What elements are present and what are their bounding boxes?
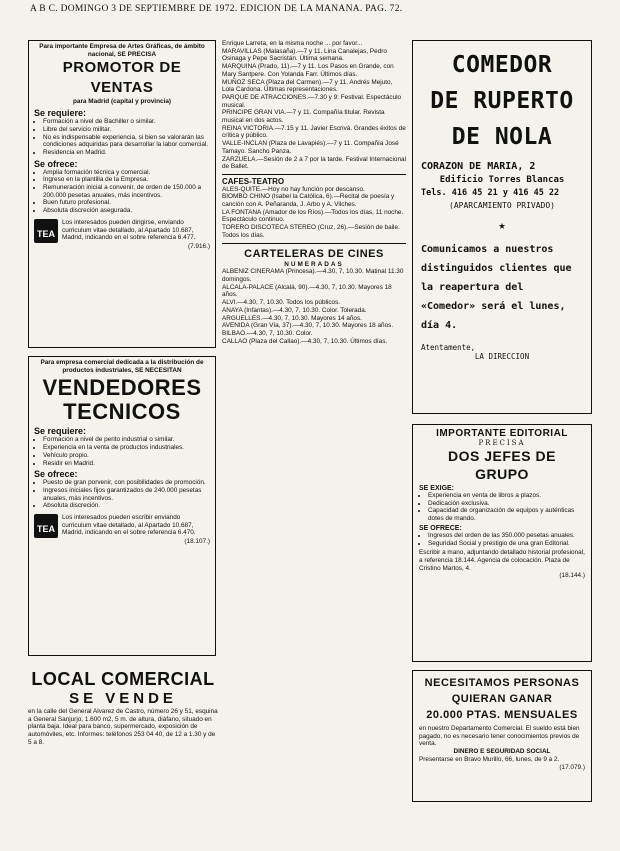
ad-line-1: IMPORTANTE EDITORIAL bbox=[436, 428, 568, 439]
ad-necesitamos-personas bbox=[412, 670, 592, 802]
ad-subtitle: para Madrid (capital y provincia) bbox=[72, 98, 172, 106]
ad-intro: Para importante Empresa de Artes Gráficas, de ámbito nacional, SE PRECISA bbox=[39, 43, 205, 58]
list-item: • Remuneración inicial a convenir, de orden de 150.000 a 200.000 pesetas anuales, más incentivos. bbox=[43, 184, 210, 199]
offers-label: SE OFRECE: bbox=[419, 524, 462, 532]
list-item: • Seguridad Social y prestigio de una gran Editorial. bbox=[428, 540, 585, 548]
ad-title-3: 20.000 PTAS. MENSUALES bbox=[426, 709, 578, 721]
listing-item: ANAYA (Infantas).—4.30, 7, 10.30. Color. Tolerada. bbox=[222, 306, 367, 314]
requires-label: Se requiere: bbox=[34, 426, 87, 437]
ad-body: en la calle del General Alvarez de Castro, número 26 y 51, esquina a General Sanjurjo, 1.600 m2, 5 m. de altura, diáfano, situado en planta baja. Ideal para banco, supermercado, exposición de automóviles, etc. Informes: teléfonos 253 04 40, de 12 a 1.30 y de 5 a 8. bbox=[28, 708, 218, 746]
tea-logo: TEA bbox=[34, 514, 58, 538]
list-item: • Ingreso en la plantilla de la Empresa. bbox=[43, 176, 210, 184]
ad-ref: (7.916.) bbox=[187, 242, 210, 250]
cafes-heading: CAFES-TEATRO bbox=[222, 176, 285, 186]
ad-title-1: COMEDOR bbox=[451, 52, 553, 78]
ad-address: CORAZON DE MARIA, 2 bbox=[421, 161, 536, 172]
listing-item: ARGUELLES.—4.30, 7, 10.30. Mayores 14 años. bbox=[222, 314, 362, 322]
requires-list bbox=[34, 436, 210, 467]
listing-item: AVENIDA (Gran Vía, 37).—4.30, 7, 10.30. Mayores 18 años. bbox=[222, 322, 394, 330]
ad-ref: (18.107.) bbox=[184, 538, 210, 546]
ad-editorial bbox=[412, 424, 592, 662]
requires-label: Se requiere: bbox=[34, 108, 87, 119]
list-item: • Absoluta discreción asegurada. bbox=[43, 207, 210, 215]
list-item: • Absoluta discreción. bbox=[43, 502, 210, 510]
ad-title-2: QUIERAN GANAR bbox=[451, 693, 553, 705]
ad-promotor-ventas bbox=[28, 40, 216, 348]
ad-signoff-2: LA DIRECCION bbox=[474, 352, 530, 361]
requires-label: SE EXIGE: bbox=[419, 485, 455, 492]
tea-logo: TEA bbox=[34, 219, 58, 243]
listing-item: VALLE-INCLAN (Plaza de Lavapiés).—7 y 11. Compañía José Tamayo. Sancho Panza. bbox=[222, 140, 399, 155]
star-icon: ★ bbox=[498, 218, 506, 232]
ad-contact: Los interesados pueden dirigirse, enviando curriculum vitae detallado, al Apartado 10.687, Madrid, indicando en el sobre referencia 6.477. bbox=[62, 218, 196, 242]
list-item: • Dedicación exclusiva. bbox=[428, 500, 585, 508]
ad-parking: (APARCAMIENTO PRIVADO) bbox=[449, 201, 555, 210]
ad-intro: Para empresa comercial dedicada a la distribución de productos industriales, SE NECESITAN bbox=[40, 359, 204, 374]
requires-list bbox=[419, 492, 585, 523]
list-item: • Amplia formación técnica y comercial. bbox=[43, 169, 210, 177]
list-item: • Capacidad de organización de equipos y auténticas dotes de mando. bbox=[428, 507, 585, 522]
list-item: • Formación a nivel de Bachiller o similar. bbox=[43, 118, 210, 126]
listing-item: MARQUINA (Prado, 11).—7 y 11. Los Pasos en Grande, con Mary Santpere. Con Yolanda Farr. Últimos días. bbox=[222, 63, 394, 78]
offers-list bbox=[419, 532, 585, 547]
ad-contact: Escribir a mano, adjuntando detallado historial profesional, a referencia 18.144. Agencia de colocación. Plaza de Cristino Martos, 4. bbox=[419, 549, 585, 572]
listing-item: ALVI.—4.30, 7, 10.30. Todos los públicos. bbox=[222, 299, 341, 307]
offers-label: Se ofrece: bbox=[34, 469, 78, 480]
list-item: • Ingresos del orden de las 350.000 pesetas anuales. bbox=[428, 532, 585, 540]
listing-item: ALES-QUITE.—Hoy no hay función por descanso. bbox=[222, 185, 365, 193]
ad-building: Edificio Torres Blancas bbox=[439, 175, 565, 185]
ad-title-2: TECNICOS bbox=[63, 399, 181, 425]
list-item: • Residir en Madrid. bbox=[43, 460, 210, 468]
ad-local-comercial bbox=[28, 668, 218, 778]
listing-item: REINA VICTORIA.—7.15 y 11. Javier Escrivá. Grandes éxitos de crítica y público. bbox=[222, 124, 406, 140]
listing-item: ALBENIZ CINERAMA (Princesa).—4.30, 7, 10.30. Matinal 11.30 domingos. bbox=[222, 268, 404, 283]
cines-heading: CARTELERAS DE CINES bbox=[244, 247, 384, 260]
ad-title-2: DE RUPERTO bbox=[430, 88, 574, 114]
list-item: • Residencia en Madrid. bbox=[43, 149, 210, 157]
ad-title-2: SE VENDE bbox=[69, 690, 177, 707]
list-item: • Experiencia en la venta de productos industriales. bbox=[43, 444, 210, 452]
listing-item: ALCALA-PALACE (Alcalá, 90).—4.30, 7, 10.30. Mayores 18 años. bbox=[222, 283, 392, 299]
ad-title: PROMOTOR DE VENTAS bbox=[62, 59, 182, 97]
ad-title: DOS JEFES DE GRUPO bbox=[448, 448, 556, 482]
ad-phones: Tels. 416 45 21 y 416 45 22 bbox=[421, 188, 560, 198]
ad-title-1: LOCAL COMERCIAL bbox=[31, 669, 215, 689]
listing-item: BILBAO.—4.30, 7, 10.30. Color. bbox=[222, 329, 313, 337]
listing-item: TORERO DISCOTECA STEREO (Cruz, 26).—Sesión de baile. Todos los días. bbox=[222, 224, 400, 239]
offers-list bbox=[34, 169, 210, 215]
listing-item: LA FONTANA (Amador de los Ríos).—Todos los días, 11 noche. Espectáculo continuo. bbox=[222, 208, 404, 224]
cines-subheading: NUMERADAS bbox=[284, 260, 344, 268]
ad-title-3: DE NOLA bbox=[451, 124, 553, 150]
ad-body: en nuestro Departamento Comercial. El sueldo está bien pagado, no es necesario tener conocimientos previos de venta. bbox=[419, 725, 580, 748]
listing-item: BIOMBO CHINO (Isabel la Católica, 6).—Recital de poesía y canción con A. Peñaranda, J. Arbo y A. Vilches. bbox=[222, 193, 395, 209]
list-item: • Experiencia en venta de libros a plazos. bbox=[428, 492, 585, 500]
list-item: • Buen futuro profesional. bbox=[43, 199, 210, 207]
requires-list bbox=[34, 118, 210, 157]
ad-vendedores-tecnicos bbox=[28, 356, 216, 656]
ad-ref: (17.079.) bbox=[559, 763, 585, 771]
ad-signoff-1: Atentamente, bbox=[421, 343, 476, 352]
ad-contact: Los interesados pueden escribir enviando curriculum vitae detallado, al Apartado 10.687, Madrid, indicando en el sobre referencia 6.470. bbox=[62, 514, 196, 537]
listings-column bbox=[222, 40, 406, 810]
ad-highlight: DINERO E SEGURIDAD SOCIAL bbox=[453, 748, 551, 756]
listing-item: Enrique Larreta, en la misma noche ... por favor... bbox=[222, 40, 363, 47]
ad-line-2: PRECISA bbox=[478, 439, 526, 447]
divider bbox=[222, 243, 406, 244]
ad-comedor-ruperto bbox=[412, 40, 592, 414]
offers-label: Se ofrece: bbox=[34, 158, 78, 169]
divider bbox=[222, 174, 406, 175]
list-item: • Puesto de gran porvenir, con posibilidades de promoción. bbox=[43, 479, 210, 487]
offers-list bbox=[34, 479, 210, 510]
page-header: A B C. DOMINGO 3 DE SEPTIEMBRE DE 1972. EDICION DE LA MAÑANA. PAG. 72. bbox=[30, 4, 403, 14]
ad-title-1: VENDEDORES bbox=[42, 375, 202, 401]
listing-item: MARAVILLAS (Malasaña).—7 y 11. Lina Canalejas, Pedro Osinaga y Pepe Sacristán. Última semana. bbox=[222, 47, 387, 63]
ad-message: Comunicamos a nuestros distinguidos clientes que la reapertura del «Comedor» será el lunes, día 4. bbox=[421, 244, 572, 331]
list-item: • Formación a nivel de perito industrial o similar. bbox=[43, 436, 210, 444]
ad-contact: Presentarse en Bravo Murillo, 66, lunes, de 9 a 2. bbox=[419, 755, 560, 763]
listing-item: PRINCIPE GRAN VIA.—7 y 11. Compañía titular. Revista musical en dos actos. bbox=[222, 109, 385, 125]
ad-title-1: NECESITAMOS PERSONAS bbox=[424, 677, 580, 689]
list-item: • Vehículo propio. bbox=[43, 452, 210, 460]
listing-item: CALLAO (Plaza del Callao).—4.30, 7, 10.30. Últimos días. bbox=[222, 337, 388, 345]
list-item: • Ingresos iniciales fijos garantizados de 240.000 pesetas anuales, más incentivos. bbox=[43, 487, 210, 502]
list-item: • No es indispensable experiencia, si bien se valorarán las condiciones adquiridas para desarrollar la labor comercial. bbox=[43, 134, 210, 149]
list-item: • Libre del servicio militar. bbox=[43, 126, 210, 134]
listing-item: ZARZUELA.—Sesión de 2 a 7 por la tarde. Festival Internacional de Ballet. bbox=[222, 155, 406, 171]
listing-item: MUÑOZ SECA (Plaza del Carmen).—7 y 11. Andrés Mejuto, Lola Cardona. Últimas representaciones. bbox=[222, 78, 393, 94]
ad-ref: (18.144.) bbox=[559, 572, 585, 580]
listing-item: PARQUE DE ATRACCIONES.—7.30 y 9: Festival. Espectáculo musical. bbox=[222, 93, 402, 109]
